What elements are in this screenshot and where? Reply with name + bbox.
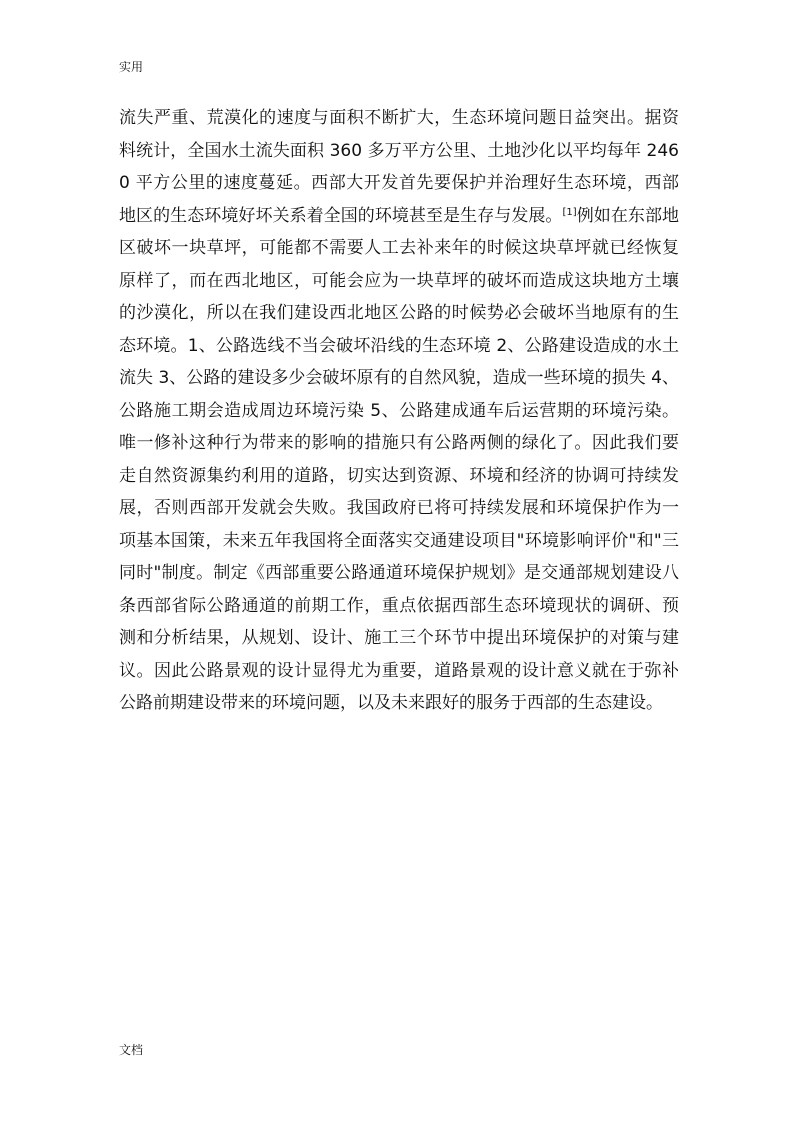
body-text-part-1: 流失严重、荒漠化的速度与面积不断扩大，生态环境问题日益突出。据资料统计，全国水土流失面积 360 多万平方公里、土地沙化以平均每年 2460 平方公里的速度蔓延。西部大开发首先要保护并治理好生态环境，西部地区的生态环境好坏关系着全国的环境甚至是生存与发展。 xyxy=(119,108,679,226)
body-text-part-2: 例如在东部地区破坏一块草坪，可能都不需要人工去补来年的时候这块草坪就已经恢复原样了，而在西北地区，可能会应为一块草坪的破坏而造成这块地方土壤的沙漠化，所以在我们建设西北地区公路的时候势必会破坏当地原有的生态环境。1、公路选线不当会破坏沿线的生态环境 2、公路建设造成的水土流失 3、公路的建设多少会破坏原有的自然风貌，造成一些环境的损失 4、公路施工期会造成周边环境污染 5、公路建成通车后运营期的环境污染。唯一修补这种行为带来的影响的措施只有公路两侧的绿化了。因此我们要走自然资源集约利用的道路，切实达到资源、环境和经济的协调可持续发展，否则西部开发就会失败。我国政府已将可持续发展和环境保护作为一项基本国策，未来五年我国将全面落实交通建设项目"环境影响评价"和"三同时"制度。制定《西部重要公路通道环境保护规划》是交通部规划建设八条西部省际公路通道的前期工作，重点依据西部生态环境现状的调研、预测和分析结果，从规划、设计、施工三个环节中提出环境保护的对策与建议。因此公路景观的设计显得尤为重要，道路景观的设计意义就在于弥补公路前期建设带来的环境问题，以及未来跟好的服务于西部的生态建设。 xyxy=(119,205,679,713)
body-paragraph xyxy=(119,102,679,720)
page-header: 实用 xyxy=(119,60,144,74)
page-footer: 文档 xyxy=(119,1043,144,1057)
citation-marker: [1] xyxy=(562,206,577,218)
